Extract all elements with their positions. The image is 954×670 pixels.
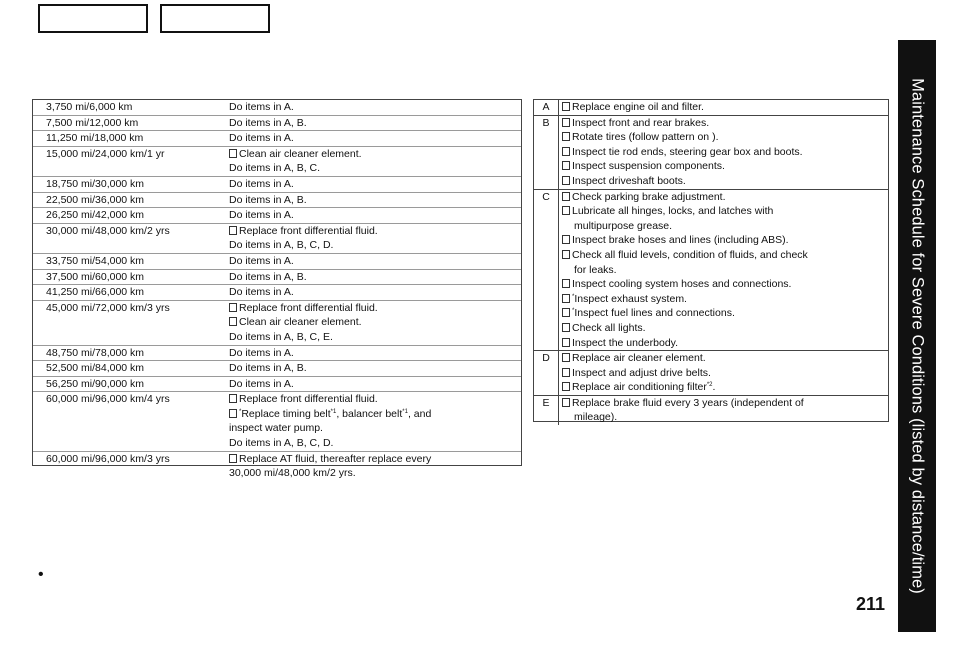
group-letter: E	[534, 396, 559, 425]
item-sup1: *2	[706, 382, 713, 389]
checkbox-icon	[562, 294, 570, 303]
schedule-item-line	[229, 116, 521, 131]
item-text: Inspect front and rear brakes.	[572, 116, 710, 129]
item-text: for leaks.	[574, 263, 617, 276]
item-text: Replace brake fluid every 3 years (independent of	[572, 396, 804, 409]
schedule-item-line	[229, 392, 521, 407]
item-group	[534, 100, 888, 116]
schedule-items	[229, 270, 521, 285]
schedule-items	[229, 116, 521, 131]
group-letter: B	[534, 116, 559, 189]
schedule-distance: 52,500 mi/84,000 km	[46, 362, 145, 375]
schedule-row	[33, 392, 521, 451]
schedule-items	[229, 346, 521, 361]
item-text: Inspect cooling system hoses and connections.	[572, 278, 792, 291]
schedule-item-line	[229, 377, 521, 392]
item-text: Do items in A.	[229, 377, 294, 390]
checkbox-icon	[562, 132, 570, 141]
group-item-line	[562, 336, 888, 351]
schedule-items	[229, 285, 521, 300]
item-mid: , balancer belt	[336, 407, 403, 420]
item-text: Do items in A, B.	[229, 193, 307, 206]
schedule-item-line	[229, 346, 521, 361]
item-text: Replace AT fluid, thereafter replace every	[239, 452, 432, 465]
group-item-line	[562, 277, 888, 292]
checkbox-icon	[562, 102, 570, 111]
item-text: Clean air cleaner element.	[239, 147, 362, 160]
schedule-row	[33, 131, 521, 147]
header-box-right	[160, 4, 270, 33]
schedule-items	[229, 208, 521, 223]
group-lines	[559, 100, 888, 115]
schedule-item-line	[229, 285, 521, 300]
item-text: Do items in A, B.	[229, 362, 307, 375]
schedule-distance: 37,500 mi/60,000 km	[46, 270, 145, 283]
maintenance-items-table	[533, 99, 889, 422]
item-text: Inspect brake hoses and lines (including ABS).	[572, 234, 789, 247]
schedule-distance: 45,000 mi/72,000 km/3 yrs	[46, 301, 170, 314]
group-item-line	[562, 190, 888, 205]
item-text: Do items in A, B, C, E.	[229, 330, 333, 343]
schedule-row	[33, 452, 521, 481]
schedule-distance: 60,000 mi/96,000 km/4 yrs	[46, 393, 170, 406]
item-text: Inspect and adjust drive belts.	[572, 366, 711, 379]
checkbox-icon	[562, 308, 570, 317]
item-text: Do items in A.	[229, 346, 294, 359]
group-item-line	[562, 396, 888, 411]
schedule-distance: 7,500 mi/12,000 km	[46, 116, 139, 129]
schedule-row	[33, 285, 521, 301]
checkbox-icon	[562, 118, 570, 127]
schedule-items	[229, 100, 521, 115]
item-text: Do items in A, B, C, D.	[229, 437, 334, 450]
schedule-row	[33, 208, 521, 224]
item-text: Inspect driveshaft boots.	[572, 174, 686, 187]
schedule-item-line	[229, 208, 521, 223]
schedule-item-line	[229, 224, 521, 239]
item-sup1: *1	[330, 408, 337, 415]
group-item-line	[562, 351, 888, 366]
item-group	[534, 351, 888, 396]
checkbox-icon	[562, 235, 570, 244]
schedule-item-line	[229, 466, 521, 481]
schedule-items	[229, 361, 521, 376]
checkbox-icon	[562, 147, 570, 156]
item-text: 30,000 mi/48,000 km/2 yrs.	[229, 467, 356, 480]
schedule-item-line	[229, 270, 521, 285]
item-text: Replace front differential fluid.	[239, 393, 378, 406]
schedule-row	[33, 377, 521, 393]
item-text: Check parking brake adjustment.	[572, 190, 726, 203]
item-text: Replace air cleaner element.	[572, 352, 706, 365]
header-box-left	[38, 4, 148, 33]
schedule-item-line	[229, 330, 521, 345]
checkbox-icon	[229, 394, 237, 403]
group-lines	[559, 190, 888, 351]
item-post: , and	[407, 407, 432, 420]
schedule-distance: 18,750 mi/30,000 km	[46, 177, 145, 190]
group-item-line	[562, 174, 888, 189]
checkbox-icon	[562, 382, 570, 391]
schedule-item-line	[229, 254, 521, 269]
group-item-line	[562, 219, 888, 234]
group-item-line	[562, 306, 888, 321]
group-item-line	[562, 130, 888, 145]
schedule-item-line	[229, 407, 521, 422]
item-text: Rotate tires (follow pattern on ).	[572, 131, 719, 144]
group-item-line	[562, 159, 888, 174]
checkbox-icon	[562, 368, 570, 377]
schedule-items	[229, 301, 521, 345]
group-item-line	[562, 100, 888, 115]
schedule-items	[229, 254, 521, 269]
item-text: Replace front differential fluid.	[239, 224, 378, 237]
checkbox-icon	[562, 192, 570, 201]
checkbox-icon	[229, 454, 237, 463]
schedule-row	[33, 254, 521, 270]
item-pre: *	[572, 308, 575, 315]
schedule-item-line	[229, 161, 521, 176]
schedule-distance: 60,000 mi/96,000 km/3 yrs	[46, 452, 170, 465]
checkbox-icon	[229, 303, 237, 312]
item-text: Do items in A, B, C, D.	[229, 239, 334, 252]
checkbox-icon	[562, 323, 570, 332]
schedule-item-line	[229, 177, 521, 192]
checkbox-icon	[562, 161, 570, 170]
checkbox-icon	[229, 226, 237, 235]
checkbox-icon	[562, 176, 570, 185]
schedule-row	[33, 361, 521, 377]
schedule-distance: 48,750 mi/78,000 km	[46, 346, 145, 359]
schedule-row	[33, 177, 521, 193]
schedule-items	[229, 193, 521, 208]
item-text: Do items in A.	[229, 132, 294, 145]
schedule-item-line	[229, 421, 521, 436]
item-text: Replace air conditioning filter	[572, 381, 707, 394]
schedule-item-line	[229, 131, 521, 146]
schedule-distance: 11,250 mi/18,000 km	[46, 132, 144, 145]
item-text: Inspect tie rod ends, steering gear box and boots.	[572, 145, 803, 158]
item-group	[534, 116, 888, 190]
item-text: Check all fluid levels, condition of fluids, and check	[572, 248, 808, 261]
checkbox-icon	[562, 206, 570, 215]
schedule-items	[229, 147, 521, 176]
schedule-item-line	[229, 315, 521, 330]
item-text: Clean air cleaner element.	[239, 316, 362, 329]
schedule-distance: 41,250 mi/66,000 km	[46, 286, 145, 299]
item-text: Do items in A.	[229, 177, 294, 190]
item-group	[534, 190, 888, 352]
schedule-item-line	[229, 301, 521, 316]
group-item-line	[562, 380, 888, 395]
schedule-item-line	[229, 436, 521, 451]
schedule-row	[33, 270, 521, 286]
schedule-row	[33, 193, 521, 209]
group-item-line	[562, 263, 888, 278]
schedule-items	[229, 452, 521, 481]
schedule-distance: 33,750 mi/54,000 km	[46, 254, 145, 267]
schedule-item-line	[229, 361, 521, 376]
item-text: Replace timing belt	[241, 407, 331, 420]
schedule-row	[33, 147, 521, 177]
schedule-item-line	[229, 147, 521, 162]
item-text: Replace engine oil and filter.	[572, 101, 704, 113]
schedule-distance: 56,250 mi/90,000 km	[46, 377, 145, 390]
schedule-row	[33, 301, 521, 346]
schedule-distance: 15,000 mi/24,000 km/1 yr	[46, 147, 165, 160]
bullet-mark: •	[38, 566, 44, 583]
group-item-line	[562, 366, 888, 381]
item-text: Do items in A, B, C.	[229, 162, 321, 175]
item-text: Do items in A.	[229, 286, 294, 299]
item-text: Do items in A.	[229, 254, 294, 267]
schedule-item-line	[229, 100, 521, 115]
item-text: Inspect suspension components.	[572, 160, 725, 173]
group-lines	[559, 351, 888, 395]
group-item-line	[562, 204, 888, 219]
schedule-items	[229, 392, 521, 450]
schedule-row	[33, 116, 521, 132]
group-item-line	[562, 248, 888, 263]
item-text: Do items in A.	[229, 101, 294, 113]
item-text: Do items in A, B.	[229, 116, 307, 129]
schedule-item-line	[229, 238, 521, 253]
item-group	[534, 396, 888, 425]
schedule-distance: 30,000 mi/48,000 km/2 yrs	[46, 224, 170, 237]
group-item-line	[562, 116, 888, 131]
schedule-items	[229, 224, 521, 253]
group-lines	[559, 396, 888, 425]
group-item-line	[562, 410, 888, 425]
group-letter: A	[534, 100, 559, 115]
distance-schedule-table	[32, 99, 522, 480]
checkbox-icon	[229, 409, 237, 418]
checkbox-icon	[562, 250, 570, 259]
item-text: Do items in A.	[229, 209, 294, 222]
item-pre: *	[572, 293, 575, 300]
schedule-items	[229, 177, 521, 192]
group-item-line	[562, 233, 888, 248]
schedule-items	[229, 377, 521, 392]
item-text: Inspect the underbody.	[572, 336, 679, 349]
item-text: multipurpose grease.	[574, 219, 673, 232]
item-post: .	[712, 381, 716, 394]
checkbox-icon	[229, 149, 237, 158]
item-text: Check all lights.	[572, 321, 646, 334]
schedule-row	[33, 346, 521, 362]
checkbox-icon	[562, 398, 570, 407]
checkbox-icon	[229, 317, 237, 326]
schedule-item-line	[229, 452, 521, 467]
schedule-distance: 3,750 mi/6,000 km	[46, 101, 133, 113]
item-pre: *	[239, 408, 242, 415]
schedule-items	[229, 131, 521, 146]
schedule-row	[33, 224, 521, 254]
item-text: Do items in A, B.	[229, 270, 307, 283]
group-lines	[559, 116, 888, 189]
group-item-line	[562, 145, 888, 160]
item-text: Lubricate all hinges, locks, and latches with	[572, 205, 774, 218]
group-letter: C	[534, 190, 559, 351]
page-number: 211	[856, 594, 886, 614]
group-item-line	[562, 292, 888, 307]
item-text: mileage).	[574, 411, 618, 424]
item-sup2: *1	[402, 408, 408, 415]
group-letter: D	[534, 351, 559, 395]
schedule-item-line	[229, 193, 521, 208]
checkbox-icon	[562, 279, 570, 288]
checkbox-icon	[562, 353, 570, 362]
schedule-distance: 22,500 mi/36,000 km	[46, 193, 145, 206]
schedule-distance: 26,250 mi/42,000 km	[46, 209, 145, 222]
checkbox-icon	[562, 338, 570, 347]
group-item-line	[562, 321, 888, 336]
item-text: Replace front differential fluid.	[239, 301, 378, 314]
item-text: inspect water pump.	[229, 422, 323, 435]
item-text: Inspect fuel lines and connections.	[574, 307, 735, 320]
section-title: Maintenance Schedule for Severe Conditions (listed by distance/time)	[908, 78, 927, 594]
section-side-tab	[898, 40, 936, 632]
schedule-row	[33, 100, 521, 116]
item-text: Inspect exhaust system.	[574, 292, 687, 305]
